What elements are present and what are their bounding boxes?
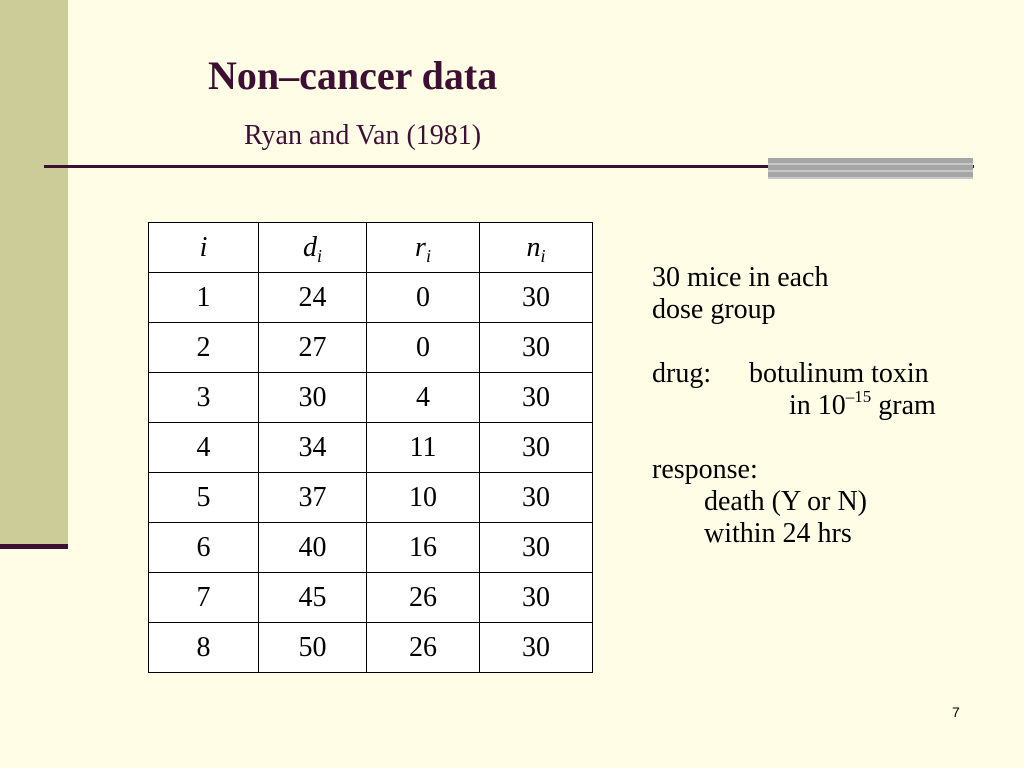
cell-d: 37 xyxy=(259,473,367,523)
cell-i: 8 xyxy=(149,623,259,673)
cell-n: 30 xyxy=(480,323,593,373)
cell-r: 26 xyxy=(367,623,480,673)
response-label: response: xyxy=(652,454,758,485)
cell-n: 30 xyxy=(480,623,593,673)
table-row xyxy=(149,323,593,373)
cell-i: 5 xyxy=(149,473,259,523)
cell-d: 24 xyxy=(259,273,367,323)
cell-n: 30 xyxy=(480,373,593,423)
cell-d: 30 xyxy=(259,373,367,423)
response-line-1: death (Y or N) xyxy=(704,486,868,517)
slide-title: Non–cancer data xyxy=(208,53,498,98)
table-row xyxy=(149,423,593,473)
cell-d: 45 xyxy=(259,573,367,623)
cell-r: 26 xyxy=(367,573,480,623)
cell-i: 2 xyxy=(149,323,259,373)
header-i: i xyxy=(149,223,259,273)
drug-value: botulinum toxin xyxy=(749,358,929,389)
header-r-i: $r_i$ xyxy=(367,223,480,273)
table-row xyxy=(149,623,593,673)
dose-response-table xyxy=(148,222,593,673)
cell-r: 0 xyxy=(367,273,480,323)
cell-r: 10 xyxy=(367,473,480,523)
sidebar-accent-bar xyxy=(0,544,68,549)
decorative-sidebar xyxy=(0,0,68,547)
page-number: 7 xyxy=(952,704,960,720)
response-line-2: within 24 hrs xyxy=(704,518,852,549)
cell-n: 30 xyxy=(480,473,593,523)
divider-accent-block xyxy=(768,158,973,179)
cell-d: 34 xyxy=(259,423,367,473)
cell-n: 30 xyxy=(480,523,593,573)
cell-d: 27 xyxy=(259,323,367,373)
table-row xyxy=(149,573,593,623)
drug-label: drug: xyxy=(652,358,712,389)
cell-r: 16 xyxy=(367,523,480,573)
cell-i: 6 xyxy=(149,523,259,573)
cell-r: 0 xyxy=(367,323,480,373)
cell-i: 1 xyxy=(149,273,259,323)
table-row xyxy=(149,473,593,523)
cell-n: 30 xyxy=(480,423,593,473)
header-d-i: $d_i$ xyxy=(259,223,367,273)
slide-subtitle: Ryan and Van (1981) xyxy=(244,120,482,151)
cell-n: 30 xyxy=(480,573,593,623)
drug-unit: in $10^{-15}$ gram xyxy=(789,387,936,421)
header-n-i: $n_i$ xyxy=(480,223,593,273)
cell-n: 30 xyxy=(480,273,593,323)
cell-i: 4 xyxy=(149,423,259,473)
mice-note-line-1: 30 mice in each xyxy=(652,262,829,293)
table-row xyxy=(149,373,593,423)
cell-r: 4 xyxy=(367,373,480,423)
cell-i: 7 xyxy=(149,573,259,623)
cell-r: 11 xyxy=(367,423,480,473)
drug-unit-exponent: –15 xyxy=(845,387,872,406)
drug-note xyxy=(652,358,936,390)
mice-note-line-2: dose group xyxy=(652,294,776,325)
study-notes xyxy=(652,262,936,550)
table-header-row xyxy=(149,223,593,273)
table-row xyxy=(149,523,593,573)
cell-d: 40 xyxy=(259,523,367,573)
table-row xyxy=(149,273,593,323)
cell-d: 50 xyxy=(259,623,367,673)
cell-i: 3 xyxy=(149,373,259,423)
